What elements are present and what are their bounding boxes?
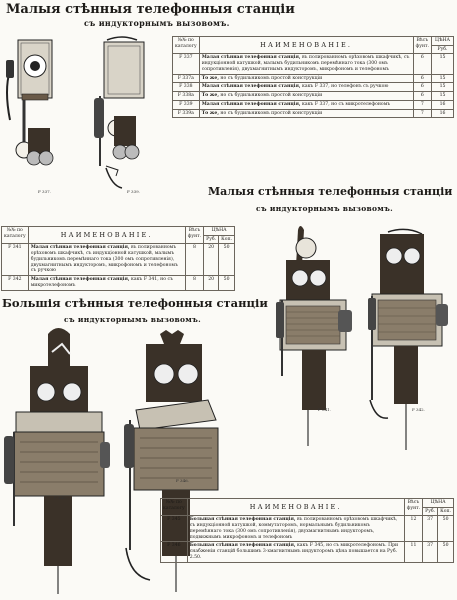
col-header-weight: Вѣсъ фунт.: [413, 37, 431, 54]
table-row: F 342 Малая стѣнная телефонная станція, какъ F 341, но съ микротелефономъ 8 20 50: [2, 276, 235, 290]
section3-title: Большія стѣнныя телефонныя станціи: [2, 296, 268, 310]
table-row: F 341 Малая стѣнная телефонная станція, въ полированномъ орѣховомъ шкафчикѣ, съ индукціонной катушкой, малымъ будильникомъ перемѣннаго тока (300 омъ сопротивленія), двухмагнитнымъ индукторомъ, микрофономъ и телефономъ съ ручкою 8 20 50: [2, 244, 235, 276]
phone-illustration-f337: [0, 30, 60, 198]
table-row: F 338 Малая стѣнная телефонная станція, какъ F 337, но телефонъ съ ручкою 6 15: [173, 83, 454, 92]
col-header-name: НАИМЕНОВАНІЕ.: [199, 37, 413, 54]
phone-illustration-f339: [92, 36, 152, 198]
section2-title: Малыя стѣнныя телефонныя станціи: [208, 185, 453, 198]
table-row: F 337a То же, но съ будильникомъ простой конструкціи 6 15: [173, 74, 454, 83]
section2-subtitle: съ индукторнымъ вызовомъ.: [256, 204, 394, 213]
table-header-row: №№ по каталогу НАИМЕНОВАНІЕ. Вѣсъ фунт. ЦѢНА: [161, 499, 454, 508]
table-header-row: [173, 37, 454, 46]
caption-f339: F 339.: [127, 189, 140, 194]
col-header-rub: Руб.: [432, 45, 454, 54]
table-row: F 339 Малая стѣнная телефонная станція, какъ F 337, но съ микротелефономъ 7 16: [173, 100, 454, 109]
caption-f342: F 342.: [412, 407, 425, 412]
col-header-price: ЦѢНА: [432, 37, 454, 46]
caption-f345: F 345.: [54, 495, 67, 500]
section1-table: [172, 36, 454, 118]
table-row: F 337 Малая стѣнная телефонная станція, въ полированномъ орѣховомъ шкафчикѣ, съ индукціонной катушкой, малымъ будильникомъ перемѣннаго тока (300 омъ сопротивленія), двухмагнитнымъ индукторомъ, микрофономъ и телефономъ 6 15: [173, 54, 454, 74]
caption-f341: F 341.: [318, 407, 331, 412]
table-row: F 338a То же, но съ будильникомъ простой конструкціи 6 15: [173, 92, 454, 101]
section2-table: №№ по каталогу НАИМЕНОВАНІЕ. Вѣсъ фунт. ЦѢНА Руб. Коп. F 341 Малая стѣнная телефонная станція, въ полированномъ орѣховомъ шкафчикѣ, съ индукціонной катушкой, малымъ будильникомъ перемѣннаго тока (300 омъ сопротивленія), двухмагнитнымъ индукторомъ, микрофономъ и телефономъ съ ручкою 8 20 50 F 342 Малая стѣнная телефонная станція, какъ F 341, но съ микротелефономъ 8 20 50: [1, 226, 235, 291]
section1-subtitle: съ индукторнымъ вызовомъ.: [84, 18, 230, 28]
phone-illustration-f345: [0, 326, 112, 596]
col-header-number: №№ по каталогу: [173, 37, 200, 54]
phone-illustration-f342: [366, 230, 454, 456]
phone-illustration-f341: [272, 226, 360, 454]
caption-f337: F 337.: [38, 189, 51, 194]
section1-title: Малыя стѣнныя телефонныя станціи: [6, 2, 295, 17]
table-row: F 345 Большая стѣнная телефонная станція, въ полированномъ орѣховомъ шкафчикѣ, съ индукціонной катушкой, коммутаторомъ, нормальнымъ будильникомъ перемѣннаго тока (300 омъ сопротивленія), двухмагнитнымъ индукторомъ, подвижнымъ микрофономъ и телефономъ 12 37 50: [161, 516, 454, 542]
table-row: F 346 Большая стѣнная телефонная станція, какъ F 345, но съ микротелефономъ. При снабженіи станцій большимъ 3-хмагнитнымъ индукторомъ цѣна повышается на Руб. 2.50. 11 37 50: [161, 542, 454, 562]
table-header-row: №№ по каталогу НАИМЕНОВАНІЕ. Вѣсъ фунт. ЦѢНА: [2, 227, 235, 236]
table-row: F 339a То же, но съ будильникомъ простой конструкціи 7 16: [173, 109, 454, 118]
section3-subtitle: съ индукторнымъ вызовомъ.: [64, 315, 202, 324]
section3-table: №№ по каталогу НАИМЕНОВАНІЕ. Вѣсъ фунт. ЦѢНА Руб. Коп. F 345 Большая стѣнная телефонная станція, въ полированномъ орѣховомъ шкафчикѣ, съ индукціонной катушкой, коммутаторомъ, нормальнымъ будильникомъ перемѣннаго тока (300 омъ сопротивленія), двухмагнитнымъ индукторомъ, подвижнымъ микрофономъ и телефономъ 12 37 50 F 346 Большая стѣнная телефонная станція, какъ F 345, но съ микротелефономъ. При снабженіи станцій большимъ 3-хмагнитнымъ индукторомъ цѣна повышается на Руб. 2.50. 11 37 50: [160, 498, 454, 563]
caption-f346: F 346.: [176, 478, 189, 483]
